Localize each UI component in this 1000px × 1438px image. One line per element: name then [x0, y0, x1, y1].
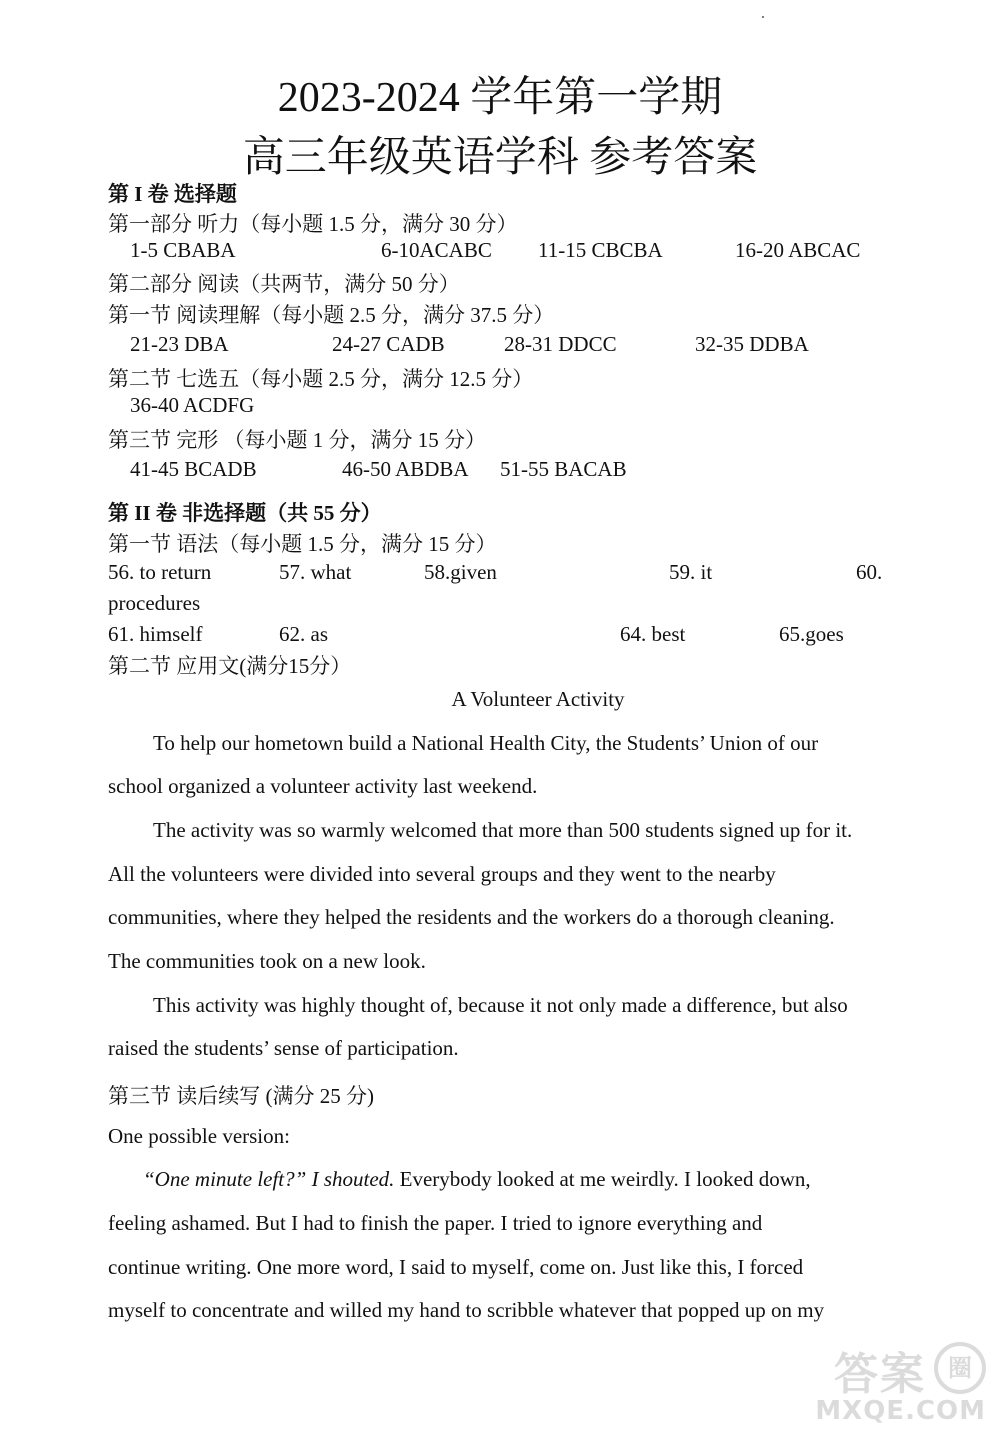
answer-group: 46-50 ABDBA [342, 457, 469, 481]
answer-group: 32-35 DDBA [695, 332, 809, 356]
part2-heading: 第 II 卷 非选择题（共 55 分） [108, 501, 382, 525]
grammar-answer: 65.goes [779, 622, 844, 646]
grammar-answer: 56. to return [108, 560, 212, 584]
essay-line: school organized a volunteer activity last weekend. [108, 774, 538, 798]
reading-sec1-heading: 第一节 阅读理解（每小题 2.5 分，满分 37.5 分） [108, 303, 555, 327]
answer-group: 41-45 BCADB [130, 457, 257, 481]
cloze-heading: 第三节 完形 （每小题 1 分，满分 15 分） [108, 428, 486, 452]
answer-group: 51-55 BACAB [500, 457, 627, 481]
watermark-text: 答案 [834, 1349, 926, 1400]
essay-line: raised the students’ sense of participation. [108, 1036, 459, 1060]
essay-line: The activity was so warmly welcomed that more than 500 students signed up for it. [153, 818, 853, 842]
essay-title: A Volunteer Activity [451, 687, 625, 711]
document-title: 2023-2024 学年第一学期 [277, 75, 723, 121]
story-quote: “One minute left?” I shouted. [143, 1167, 395, 1191]
watermark-site: MXQE.COM [815, 1396, 986, 1426]
essay-line: communities, where they helped the residents and the workers do a thorough cleaning. [108, 905, 835, 929]
answer-group: 11-15 CBCBA [538, 238, 663, 262]
reading-sec2-heading: 第二节 七选五（每小题 2.5 分，满分 12.5 分） [108, 367, 534, 391]
grammar-answer: 57. what [279, 560, 352, 584]
answer-group: 36-40 ACDFG [130, 393, 255, 417]
practical-writing-heading: 第二节 应用文(满分15分） [108, 654, 352, 678]
answer-group: 21-23 DBA [130, 332, 229, 356]
story-first-line [143, 1167, 811, 1192]
answer-group: 28-31 DDCC [504, 332, 617, 356]
story-line: feeling ashamed. But I had to finish the paper. I tried to ignore everything and [108, 1211, 763, 1235]
grammar-heading: 第一节 语法（每小题 1.5 分，满分 15 分） [108, 532, 497, 556]
part1-heading: 第 I 卷 选择题 [108, 182, 237, 206]
grammar-answer: 60. [856, 560, 883, 584]
grammar-answer: 58.given [424, 560, 497, 584]
essay-line: To help our hometown build a National Health City, the Students’ Union of our [153, 731, 819, 755]
grammar-answer-wrap: procedures [108, 591, 201, 615]
continuation-intro: One possible version: [108, 1124, 290, 1148]
reading-heading: 第二部分 阅读（共两节，满分 50 分） [108, 272, 460, 296]
scan-speck [762, 16, 764, 18]
grammar-answer: 61. himself [108, 622, 203, 646]
grammar-answer: 59. it [669, 560, 713, 584]
grammar-answer: 64. best [620, 622, 686, 646]
answer-group: 6-10ACABC [381, 238, 492, 262]
story-text: Everybody looked at me weirdly. I looked down, [394, 1167, 811, 1191]
story-line: myself to concentrate and willed my hand to scribble whatever that popped up on my [108, 1298, 825, 1322]
watermark [756, 1338, 986, 1430]
document-subtitle: 高三年级英语学科 参考答案 [242, 135, 758, 181]
essay-line: All the volunteers were divided into several groups and they went to the nearby [108, 862, 776, 886]
essay-line: This activity was highly thought of, because it not only made a difference, but also [153, 993, 848, 1017]
grammar-answer: 62. as [279, 622, 328, 646]
essay-line: The communities took on a new look. [108, 949, 426, 973]
answer-group: 1-5 CBABA [130, 238, 236, 262]
answer-group: 16-20 ABCAC [735, 238, 861, 262]
listening-heading: 第一部分 听力（每小题 1.5 分，满分 30 分） [108, 212, 518, 236]
watermark-circle-icon: 圈 [934, 1342, 986, 1394]
answer-group: 24-27 CADB [332, 332, 445, 356]
continuation-heading: 第三节 读后续写 (满分 25 分) [108, 1084, 374, 1108]
story-line: continue writing. One more word, I said to myself, come on. Just like this, I forced [108, 1255, 804, 1279]
